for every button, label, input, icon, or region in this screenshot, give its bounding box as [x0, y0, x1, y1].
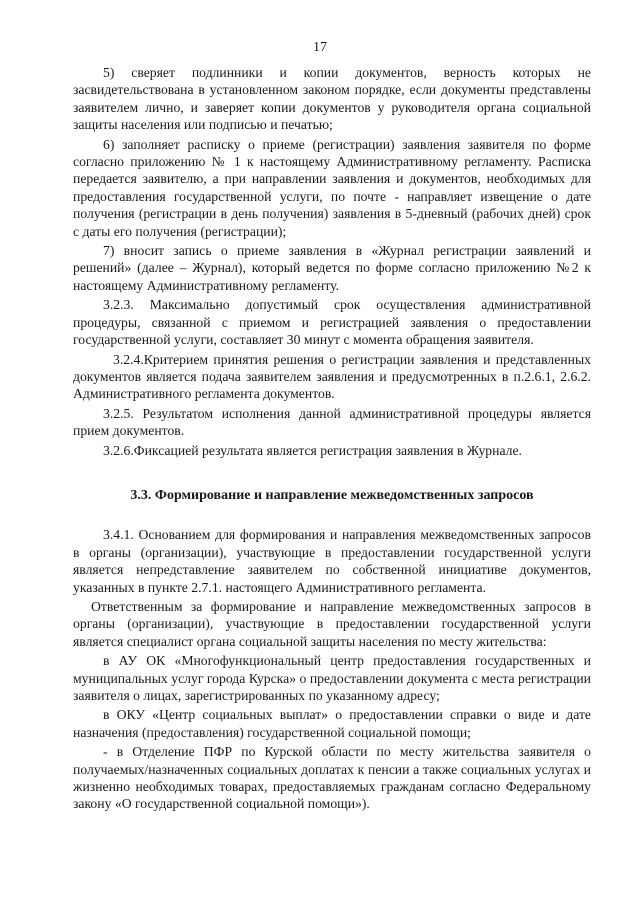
- paragraph-pfr: - в Отделение ПФР по Курской области по месту жительства заявителя о получаемых/назначенных социальных доплатах к пенсии а также социальных услугах и жизненно необходимых товарах, предоставляемых гражданам согласно Федеральному закону «О государственной социальной помощи»).: [73, 744, 591, 812]
- paragraph-receipt: 6) заполняет расписку о приеме (регистрации) заявления заявителя по форме согласно приложению № 1 к настоящему Административному регламенту. Расписка передается заявителю, а при направлении заявления и документов, необходимых для предоставления государственной услуги, по почте - направляет извещение о дате получения (регистрации в день получения) заявления в 5-дневный (рабочих дней) срок с даты его получения (регистрации);: [73, 136, 591, 239]
- paragraph-oku: в ОКУ «Центр социальных выплат» о предоставлении справки о виде и дате назначения (предоставления) государственной социальной помощи;: [73, 707, 591, 740]
- paragraph-journal-entry: 7) вносит запись о приеме заявления в «Журнал регистрации заявлений и решений» (далее – Журнал), который ведется по форме согласно приложению №2 к настоящему Административному регламенту.: [73, 243, 591, 293]
- page-number: 17: [313, 40, 327, 55]
- paragraph-mfc: в АУ ОК «Многофункциональный центр предоставления государственных и муниципальных услуг города Курска» о предоставлении документа с места регистрации заявителя о лицах, зарегистрированных по указанному адресу;: [73, 653, 591, 703]
- paragraph-responsible: Ответственным за формирование и направление межведомственных запросов в органы (организации), участвующие в предоставлении государственной услуги является специалист органа социальной защиты населения по месту жительства:: [73, 598, 591, 649]
- paragraph-3-2-5: 3.2.5. Результатом исполнения данной административной процедуры является прием документов.: [73, 405, 591, 439]
- paragraph-3-2-6: 3.2.6.Фиксацией результата является регистрация заявления в Журнале.: [103, 442, 522, 458]
- paragraph-3-2-4: 3.2.4.Критерием принятия решения о регистрации заявления и представленных документов является подача заявителем заявления и предусмотренных в п.2.6.1, 2.6.2. Административного регламента документов.: [73, 351, 591, 402]
- paragraph-3-4-1: 3.4.1. Основанием для формирования и направления межведомственных запросов в органы (организации), участвующие в предоставлении государственной услуги является непредставление заявителем по собственной инициативе документов, указанных в пункте 2.7.1. настоящего Административного регламента.: [73, 527, 591, 595]
- paragraph-3-2-3: 3.2.3. Максимально допустимый срок осуществления административной процедуры, связанной с приемом и регистрацией заявления о предоставлении государственной услуги, составляет 30 минут с момента обращения заявителя.: [73, 297, 591, 348]
- document-body: [73, 64, 591, 815]
- section-heading: 3.3. Формирование и направление межведомственных запросов: [130, 487, 534, 503]
- paragraph-verify-docs: 5) сверяет подлинники и копии документов, верность которых не засвидетельствована в установленном законом порядке, если документы представлены заявителем лично, и заверяет копии документов у руководителя органа социальной защиты населения или подписью и печатью;: [73, 65, 591, 133]
